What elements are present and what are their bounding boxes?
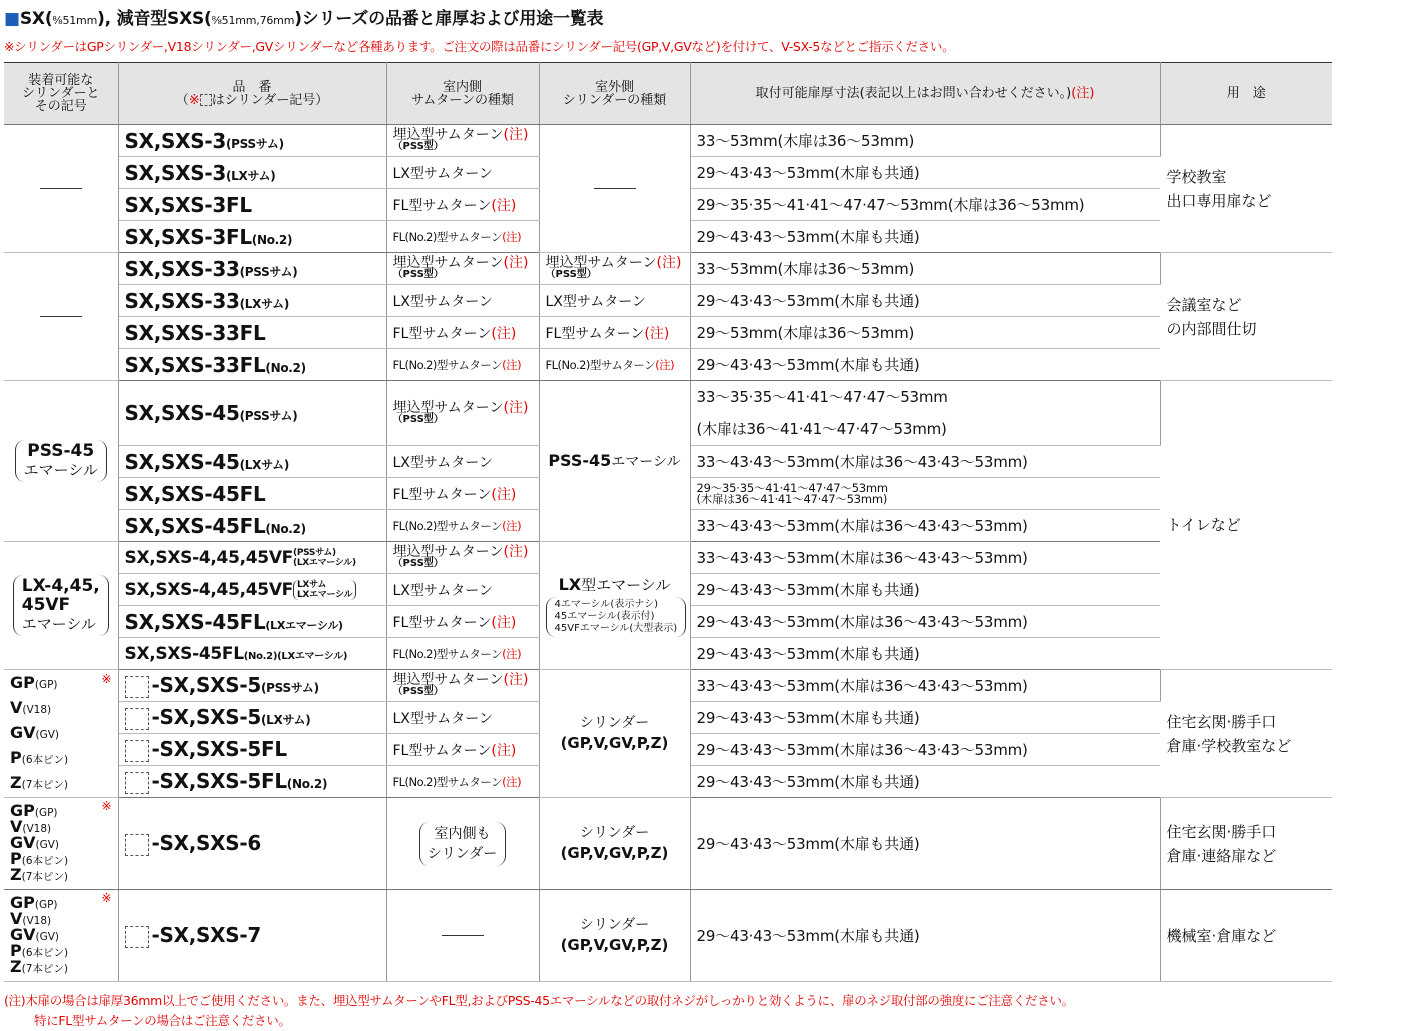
table-cell: 29～35·35～41·41～47·47～53mm(木扉は36～53mm)	[690, 189, 1160, 221]
table-row	[4, 670, 1332, 702]
header-part-number: 品 番 （※ はシリンダー記号）	[118, 63, 386, 125]
table-cell: 29～43·43～53mm(木扉も共通)	[690, 285, 1160, 317]
footnote: (注)木扉の場合は扉厚36mm以上でご使用ください。また、埋込型サムターンやFL型,およびPSS-45エマーシルなどの取付ネジがしっかりと効くように、扉のネジ取付部の強度にご注意ください。 特にFL型サムターンの場合はご注意ください。	[4, 993, 1074, 1028]
table-cell: 29～43·43～53mm(木扉も共通)	[690, 702, 1160, 734]
table-cell: FL型サムターン(注)	[539, 317, 690, 349]
header-outer: 室外側 シリンダーの種類	[539, 63, 690, 125]
table-cell: 埋込型サムターン(注) （PSS型）	[386, 542, 539, 574]
table-cell: LX-4,45, 45VF エマーシル	[4, 542, 118, 670]
cylinder-note: ※シリンダーはGPシリンダー,V18シリンダー,GVシリンダーなど各種あります。ご注文の際は品番にシリンダー記号(GP,V,GVなど)を付けて、V-SX-5などとご指示ください。	[4, 39, 955, 54]
dash-icon	[594, 188, 636, 189]
table-cell: SX,SXS-33(LXサム)	[118, 285, 386, 317]
table-cell: -SX,SXS-5FL(No.2)	[118, 766, 386, 798]
table-cell: LX型サムターン	[386, 702, 539, 734]
table-cell: 33～43·43～53mm(木扉は36～43·43～53mm)	[690, 670, 1160, 702]
table-cell: FL型サムターン(注)	[386, 606, 539, 638]
table-cell: 33～43·43～53mm(木扉は36～43·43～53mm)	[690, 510, 1160, 542]
table-cell: 29～43·43～53mm(木扉も共通)	[690, 574, 1160, 606]
table-cell: シリンダー (GP,V,GV,P,Z)	[539, 798, 690, 890]
table-cell: 33～53mm(木扉は36～53mm)	[690, 125, 1160, 157]
table-cell: SX,SXS-33FL(No.2)	[118, 349, 386, 381]
header-dimensions: 取付可能扉厚寸法(表記以上はお問い合わせください。)(注)	[690, 63, 1160, 125]
table-cell: 埋込型サムターン(注) （PSS型）	[386, 670, 539, 702]
table-cell: -SX,SXS-7	[118, 890, 386, 982]
table-cell: ※ GP(GP) V(V18) GV(GV) P(6本ピン) Z(7本ピン)	[4, 798, 118, 890]
table-cell: 29～43·43～53mm(木扉も共通)	[690, 157, 1160, 189]
table-cell	[539, 125, 690, 253]
table-cell: 29～43·43～53mm(木扉は36～43·43～53mm)	[690, 606, 1160, 638]
table-cell: SX,SXS-45(PSSサム)	[118, 381, 386, 446]
table-cell: SX,SXS-45(LXサム)	[118, 446, 386, 478]
table-cell: 住宅玄関·勝手口 倉庫·連絡扉など	[1160, 798, 1332, 890]
table-cell: SX,SXS-3FL(No.2)	[118, 221, 386, 253]
symbol-placeholder-icon	[125, 740, 149, 762]
table-cell: 室内側も シリンダー	[386, 798, 539, 890]
table-cell: 機械室·倉庫など	[1160, 890, 1332, 982]
header-inner: 室内側 サムターンの種類	[386, 63, 539, 125]
table-cell: SX,SXS-45FL(No.2)	[118, 510, 386, 542]
table-row	[4, 349, 1332, 381]
table-cell: 住宅玄関·勝手口 倉庫·学校教室など	[1160, 670, 1332, 798]
table-cell: 学校教室 出口専用扉など	[1160, 125, 1332, 253]
table-cell: トイレなど	[1160, 381, 1332, 670]
symbol-placeholder-icon	[125, 834, 149, 856]
table-cell	[386, 890, 539, 982]
table-row	[4, 253, 1332, 285]
table-cell: FL(No.2)型サムターン(注)	[386, 638, 539, 670]
table-cell: 埋込型サムターン(注) （PSS型）	[386, 125, 539, 157]
table-cell: FL(No.2)型サムターン(注)	[386, 349, 539, 381]
table-row	[4, 542, 1332, 574]
dash-icon	[442, 935, 484, 936]
table-cell: SX,SXS-3(PSSサム)	[118, 125, 386, 157]
table-cell: -SX,SXS-6	[118, 798, 386, 890]
table-cell: 29～43·43～53mm(木扉も共通)	[690, 798, 1160, 890]
table-cell: FL型サムターン(注)	[386, 734, 539, 766]
table-cell: 会議室など の内部間仕切	[1160, 253, 1332, 381]
header-row	[4, 63, 1332, 125]
table-cell: LX型サムターン	[539, 285, 690, 317]
table-cell: LX型サムターン	[386, 157, 539, 189]
table-row	[4, 285, 1332, 317]
table-cell: SX,SXS-45FL(No.2)(LXエマーシル)	[118, 638, 386, 670]
symbol-cell	[4, 125, 118, 253]
table-cell: FL型サムターン(注)	[386, 317, 539, 349]
table-cell: -SX,SXS-5(LXサム)	[118, 702, 386, 734]
table-cell: 33～43·43～53mm(木扉は36～43·43～53mm)	[690, 446, 1160, 478]
table-cell: 埋込型サムターン(注) （PSS型）	[386, 381, 539, 446]
table-cell: FL(No.2)型サムターン(注)	[386, 510, 539, 542]
table-cell: 29～43·43～53mm(木扉も共通)	[690, 890, 1160, 982]
page-title: ■SX(⁸⁄₈51mm), 減音型SXS(⁸⁄₈51mm,76mm)シリーズの品番と扉厚および用途一覧表	[4, 9, 604, 29]
table-cell: シリンダー (GP,V,GV,P,Z)	[539, 890, 690, 982]
symbol-placeholder-icon	[125, 926, 149, 948]
table-cell: FL(No.2)型サムターン(注)	[386, 221, 539, 253]
symbol-placeholder-icon	[125, 676, 149, 698]
table-cell: 29～43·43～53mm(木扉も共通)	[690, 766, 1160, 798]
header-use: 用 途	[1160, 63, 1332, 125]
table-cell: 29～35·35～41·41～47·47～53mm (木扉は36～41·41～47·47～53mm)	[690, 478, 1160, 510]
spec-table	[4, 62, 1332, 982]
table-cell: FL型サムターン(注)	[386, 189, 539, 221]
table-cell: FL(No.2)型サムターン(注)	[539, 349, 690, 381]
table-cell: -SX,SXS-5(PSSサム)	[118, 670, 386, 702]
symbol-placeholder-icon	[125, 708, 149, 730]
table-cell: LX型サムターン	[386, 285, 539, 317]
cylinder-symbol-list: ※ GP(GP) V(V18) GV(GV) P(6本ピン) Z(7本ピン)	[4, 670, 118, 798]
table-cell: シリンダー (GP,V,GV,P,Z)	[539, 670, 690, 798]
symbol-placeholder-icon	[200, 94, 212, 106]
table-cell: 29～43·43～53mm(木扉も共通)	[690, 638, 1160, 670]
table-cell: SX,SXS-45FL	[118, 478, 386, 510]
table-cell: 29～43·43～53mm(木扉は36～43·43～53mm)	[690, 734, 1160, 766]
dash-icon	[40, 188, 82, 189]
table-row	[4, 317, 1332, 349]
table-cell: 33～53mm(木扉は36～53mm)	[690, 253, 1160, 285]
table-row	[4, 890, 1332, 982]
table-cell: 埋込型サムターン(注) （PSS型）	[386, 253, 539, 285]
table-cell: 29～43·43～53mm(木扉も共通)	[690, 349, 1160, 381]
table-cell: 29～53mm(木扉は36～53mm)	[690, 317, 1160, 349]
symbol-placeholder-icon	[125, 772, 149, 794]
table-cell: 埋込型サムターン(注) （PSS型）	[539, 253, 690, 285]
table-cell: 33～43·43～53mm(木扉は36～43·43～53mm)	[690, 542, 1160, 574]
table-cell: 29～43·43～53mm(木扉も共通)	[690, 221, 1160, 253]
table-cell: SX,SXS-4,45,45VF LXサム LXエマーシル	[118, 574, 386, 606]
table-cell: LX型サムターン	[386, 446, 539, 478]
table-cell: -SX,SXS-5FL	[118, 734, 386, 766]
table-cell: PSS-45 エマーシル	[4, 381, 118, 542]
dash-icon	[40, 316, 82, 317]
table-cell: SX,SXS-45FL(LXエマーシル)	[118, 606, 386, 638]
table-cell: PSS-45エマーシル	[539, 381, 690, 542]
table-row	[4, 125, 1332, 157]
table-cell: LX型サムターン	[386, 574, 539, 606]
table-cell: ※ GP(GP) V(V18) GV(GV) P(6本ピン) Z(7本ピン)	[4, 890, 118, 982]
table-cell: LX型エマーシル 4エマーシル(表示ナシ) 45エマーシル(表示付) 45VFエマーシル(大型表示)	[539, 542, 690, 670]
table-row	[4, 381, 1332, 446]
table-cell: SX,SXS-3(LXサム)	[118, 157, 386, 189]
table-cell: FL型サムターン(注)	[386, 478, 539, 510]
table-cell: SX,SXS-33(PSSサム)	[118, 253, 386, 285]
table-cell: SX,SXS-4,45,45VF (PSSサム) (LXエマーシル)	[118, 542, 386, 574]
table-cell: SX,SXS-3FL	[118, 189, 386, 221]
table-row	[4, 798, 1332, 890]
table-cell: SX,SXS-33FL	[118, 317, 386, 349]
header-symbol: 装着可能な シリンダーと その記号	[4, 63, 118, 125]
table-cell: 33～35·35～41·41～47·47～53mm (木扉は36～41·41～47·47～53mm)	[690, 381, 1160, 446]
table-cell: FL(No.2)型サムターン(注)	[386, 766, 539, 798]
table-cell	[4, 253, 118, 381]
